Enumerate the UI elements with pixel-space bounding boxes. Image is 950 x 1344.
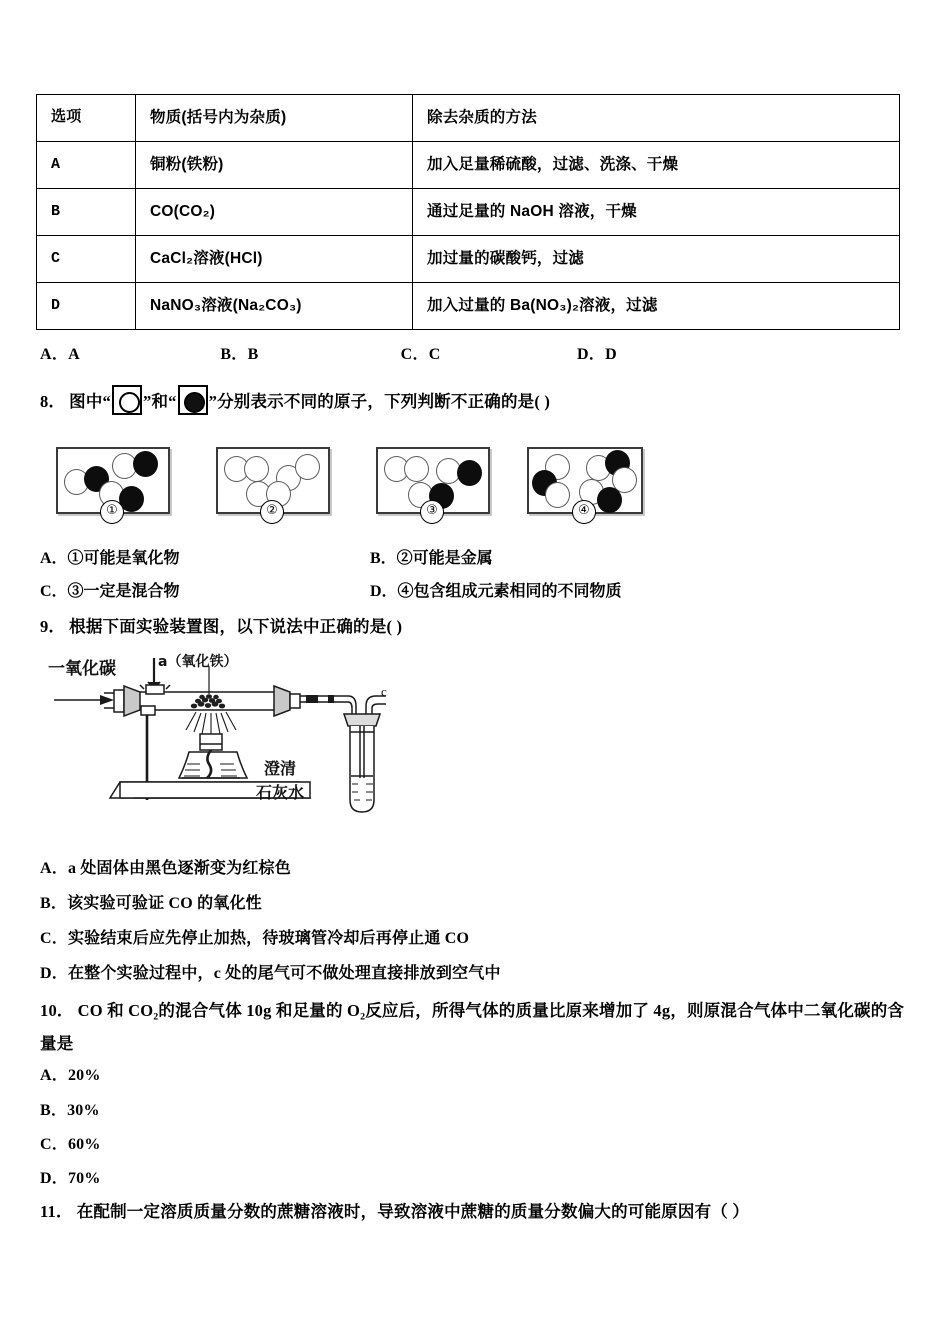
question-10-number: 10． [40, 1001, 74, 1020]
q9-option-d[interactable]: D．在整个实验过程中，c 处的尾气可不做处理直接排放到空气中 [40, 965, 501, 982]
q10-option-b[interactable]: B．30% [40, 1102, 100, 1119]
question-8-number: 8． [40, 392, 66, 411]
question-10-stem-line2: 量是 [40, 1034, 74, 1053]
q8-stem-part3: ”分别表示不同的原子，下列判断不正确的是( ) [208, 392, 551, 411]
q8-options-line2 [40, 578, 740, 601]
q7-option-b[interactable]: B．B [220, 346, 259, 363]
question-11-stem [40, 1198, 749, 1222]
row-substance-d: NaNO₃溶液(Na₂CO₃) [136, 283, 413, 330]
molecule-panel-3-label: ③ [420, 500, 444, 524]
black-atom-icon [178, 385, 208, 415]
q11-stem-text: 在配制一定溶质质量分数的蔗糖溶液时，导致溶液中蔗糖的质量分数偏大的可能原因有（ ） [76, 1202, 750, 1221]
table-row [37, 189, 900, 236]
row-option-d: D [37, 283, 136, 330]
q7-option-c[interactable]: C．C [400, 346, 441, 363]
table-row [37, 283, 900, 330]
apparatus-inlet-label: 一氧化碳 [48, 659, 116, 679]
white-atom-icon [112, 385, 142, 415]
limewater-label-line2: 石灰水 [256, 783, 305, 802]
q10-option-d[interactable]: D．70% [40, 1170, 101, 1187]
row-option-a: A [37, 142, 136, 189]
row-method-c: 加过量的碳酸钙，过滤 [413, 236, 900, 283]
experiment-apparatus-diagram [48, 652, 388, 827]
q9-option-b[interactable]: B．该实验可验证 CO 的氧化性 [40, 895, 262, 912]
q9-option-c[interactable]: C．实验结束后应先停止加热，待玻璃管冷却后再停止通 CO [40, 930, 470, 947]
q9-stem-text: 根据下面实验装置图，以下说法中正确的是( ) [69, 617, 403, 636]
q10-option-c[interactable]: C．60% [40, 1136, 101, 1153]
q8-options-line1 [40, 545, 740, 568]
q10-option-a[interactable]: A．20% [40, 1067, 101, 1084]
q8-option-a[interactable]: A．①可能是氧化物 [40, 550, 180, 567]
q8-option-c[interactable]: C．③一定是混合物 [40, 583, 180, 600]
q10-stem-text: CO 和 CO₂的混合气体 10g 和足量的 O₂反应后，所得气体的质量比原来增加了 4g，则原混合气体中二氧化碳的含 [77, 1001, 905, 1020]
table-row [37, 142, 900, 189]
molecule-panel-4-label: ④ [572, 500, 596, 524]
q8-stem-part2: ”和“ [143, 392, 177, 411]
row-substance-b: CO(CO₂) [136, 189, 413, 236]
question-11-number: 11． [40, 1202, 73, 1221]
q8-stem-part1: 图中“ [69, 392, 112, 411]
question-8-stem [40, 385, 550, 415]
molecule-panel-1-label: ① [100, 500, 124, 524]
q7-option-d[interactable]: D．D [576, 346, 617, 363]
row-method-a: 加入足量稀硫酸，过滤、洗涤、干燥 [413, 142, 900, 189]
row-method-d: 加入过量的 Ba(NO₃)₂溶液，过滤 [413, 283, 900, 330]
row-substance-c: CaCl₂溶液(HCl) [136, 236, 413, 283]
limewater-label-line1: 澄清 [264, 759, 297, 778]
q9-option-a[interactable]: A．a 处固体由黑色逐渐变为红棕色 [40, 860, 291, 877]
question-10-stem-line1 [40, 997, 904, 1021]
table-header-option: 选项 [37, 95, 136, 142]
q7-options-row [40, 341, 920, 364]
table-header-method: 除去杂质的方法 [413, 95, 900, 142]
question-9-stem [40, 613, 402, 637]
q8-option-d[interactable]: D．④包含组成元素相同的不同物质 [370, 583, 622, 600]
impurity-removal-table [36, 94, 900, 330]
row-substance-a: 铜粉(铁粉) [136, 142, 413, 189]
question-9-number: 9． [40, 617, 66, 636]
q8-option-b[interactable]: B．②可能是金属 [370, 550, 493, 567]
apparatus-sample-label: a（氧化铁） [158, 654, 238, 670]
table-row [37, 236, 900, 283]
apparatus-outlet-label: c [381, 684, 387, 699]
row-method-b: 通过足量的 NaOH 溶液，干燥 [413, 189, 900, 236]
row-option-c: C [37, 236, 136, 283]
table-header-row [37, 95, 900, 142]
molecule-panel-2-label: ② [260, 500, 284, 524]
row-option-b: B [37, 189, 136, 236]
table-header-substance: 物质(括号内为杂质) [136, 95, 413, 142]
q7-option-a[interactable]: A．A [40, 346, 81, 363]
